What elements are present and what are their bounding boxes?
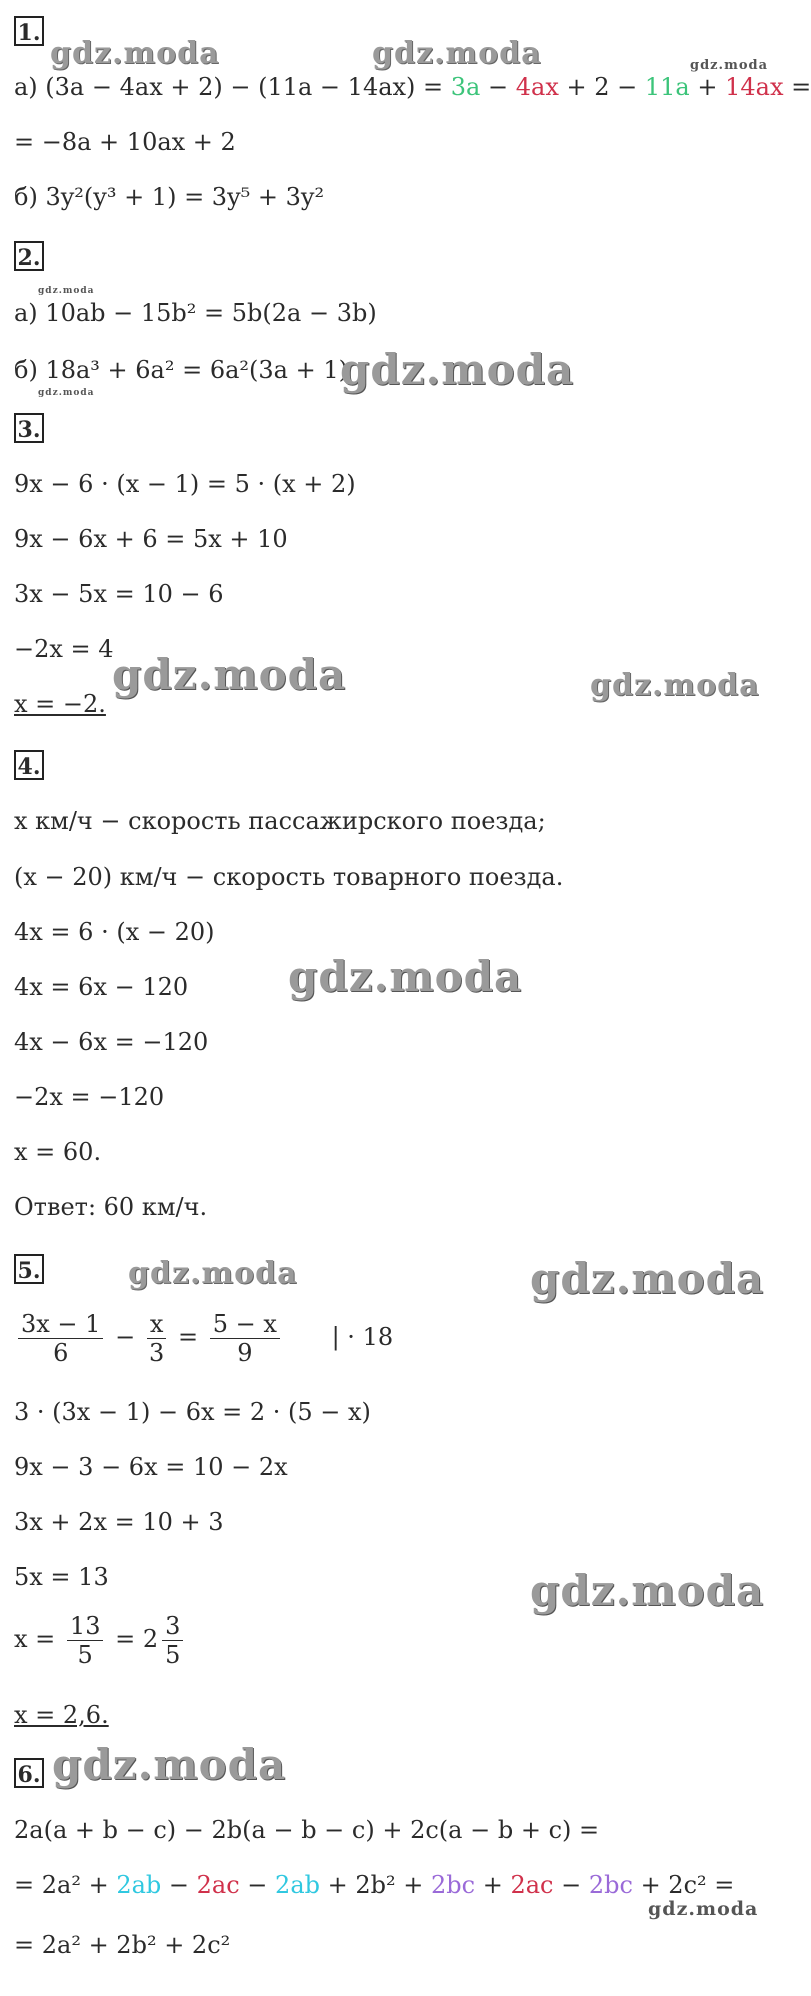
task5-line: 3 · (3x − 1) − 6x = 2 · (5 − x): [14, 1398, 371, 1426]
fraction: $\frac{5 - x}{9}$: [210, 1310, 280, 1367]
task-number-4: 4.: [14, 750, 44, 780]
fraction: $\frac{13}{5}$: [67, 1612, 104, 1669]
task-number-5: 5.: [14, 1254, 44, 1284]
watermark: gdz.moda: [530, 1254, 765, 1303]
task1-line-b: б) 3y²(y³ + 1) = 3y⁵ + 3y²: [14, 183, 325, 211]
task2-line-a: а) 10ab − 15b² = 5b(2a − 3b): [14, 299, 377, 327]
task5-answer: x = 2,6.: [14, 1701, 109, 1729]
watermark: gdz.moda: [590, 668, 760, 703]
task4-answer: Ответ: 60 км/ч.: [14, 1193, 208, 1221]
task2-line-b: б) 18a³ + 6a² = 6a²(3a + 1): [14, 356, 348, 384]
watermark: gdz.moda: [52, 1740, 287, 1789]
watermark: gdz.moda: [50, 36, 220, 71]
task3-answer: x = −2.: [14, 690, 106, 718]
task4-line: x = 60.: [14, 1138, 102, 1166]
task5-line: 3x + 2x = 10 + 3: [14, 1508, 224, 1536]
task1-line-a: а) (3a − 4ax + 2) − (11a − 14ax) = 3a − 4ax + 2 − 11a + 14ax =: [14, 73, 811, 101]
task3-line: −2x = 4: [14, 635, 114, 663]
task-number-1: 1.: [14, 16, 44, 46]
fraction: $\frac{3}{5}$: [162, 1612, 183, 1669]
task5-result: x = $\frac{13}{5}$ = 2 $\frac{3}{5}$: [14, 1612, 187, 1669]
task4-line: 4x = 6 · (x − 20): [14, 918, 215, 946]
task5-equation: $\frac{3x - 1}{6}$ − $\frac{x}{3}$ = $\frac{5 - x}{9}$ | · 18: [14, 1310, 393, 1367]
watermark: gdz.moda: [112, 650, 347, 699]
watermark: gdz.moda: [530, 1566, 765, 1615]
task-number-3: 3.: [14, 413, 44, 443]
task5-line: 5x = 13: [14, 1563, 109, 1591]
watermark: gdz.moda: [340, 345, 575, 394]
watermark: gdz.moda: [648, 1898, 759, 1920]
task-number-2: 2.: [14, 241, 44, 271]
task1-result: = −8a + 10ax + 2: [14, 128, 236, 156]
task4-line: x км/ч − скорость пассажирского поезда;: [14, 807, 546, 835]
task4-line: −2x = −120: [14, 1083, 165, 1111]
watermark: gdz.moda: [288, 952, 523, 1001]
task4-line: 4x − 6x = −120: [14, 1028, 209, 1056]
fraction: $\frac{3x - 1}{6}$: [18, 1310, 103, 1367]
watermark: gdz.moda: [372, 36, 542, 71]
watermark: gdz.moda: [128, 1256, 298, 1291]
task3-line: 9x − 6x + 6 = 5x + 10: [14, 525, 288, 553]
task6-line2: = 2a² + 2ab − 2ac − 2ab + 2b² + 2bc + 2ac − 2bc + 2c² =: [14, 1871, 735, 1899]
task6-line1: 2a(a + b − c) − 2b(a − b − c) + 2c(a − b + c) =: [14, 1816, 600, 1844]
fraction: $\frac{x}{3}$: [147, 1310, 167, 1367]
task4-line: 4x = 6x − 120: [14, 973, 189, 1001]
task6-line3: = 2a² + 2b² + 2c²: [14, 1931, 231, 1959]
task5-line: 9x − 3 − 6x = 10 − 2x: [14, 1453, 288, 1481]
task3-line: 3x − 5x = 10 − 6: [14, 580, 224, 608]
watermark: gdz.moda: [38, 286, 95, 296]
task-number-6: 6.: [14, 1758, 44, 1788]
watermark: gdz.moda: [38, 388, 95, 398]
task3-line: 9x − 6 · (x − 1) = 5 · (x + 2): [14, 470, 356, 498]
task4-line: (x − 20) км/ч − скорость товарного поезда.: [14, 863, 564, 891]
watermark: gdz.moda: [690, 58, 769, 73]
